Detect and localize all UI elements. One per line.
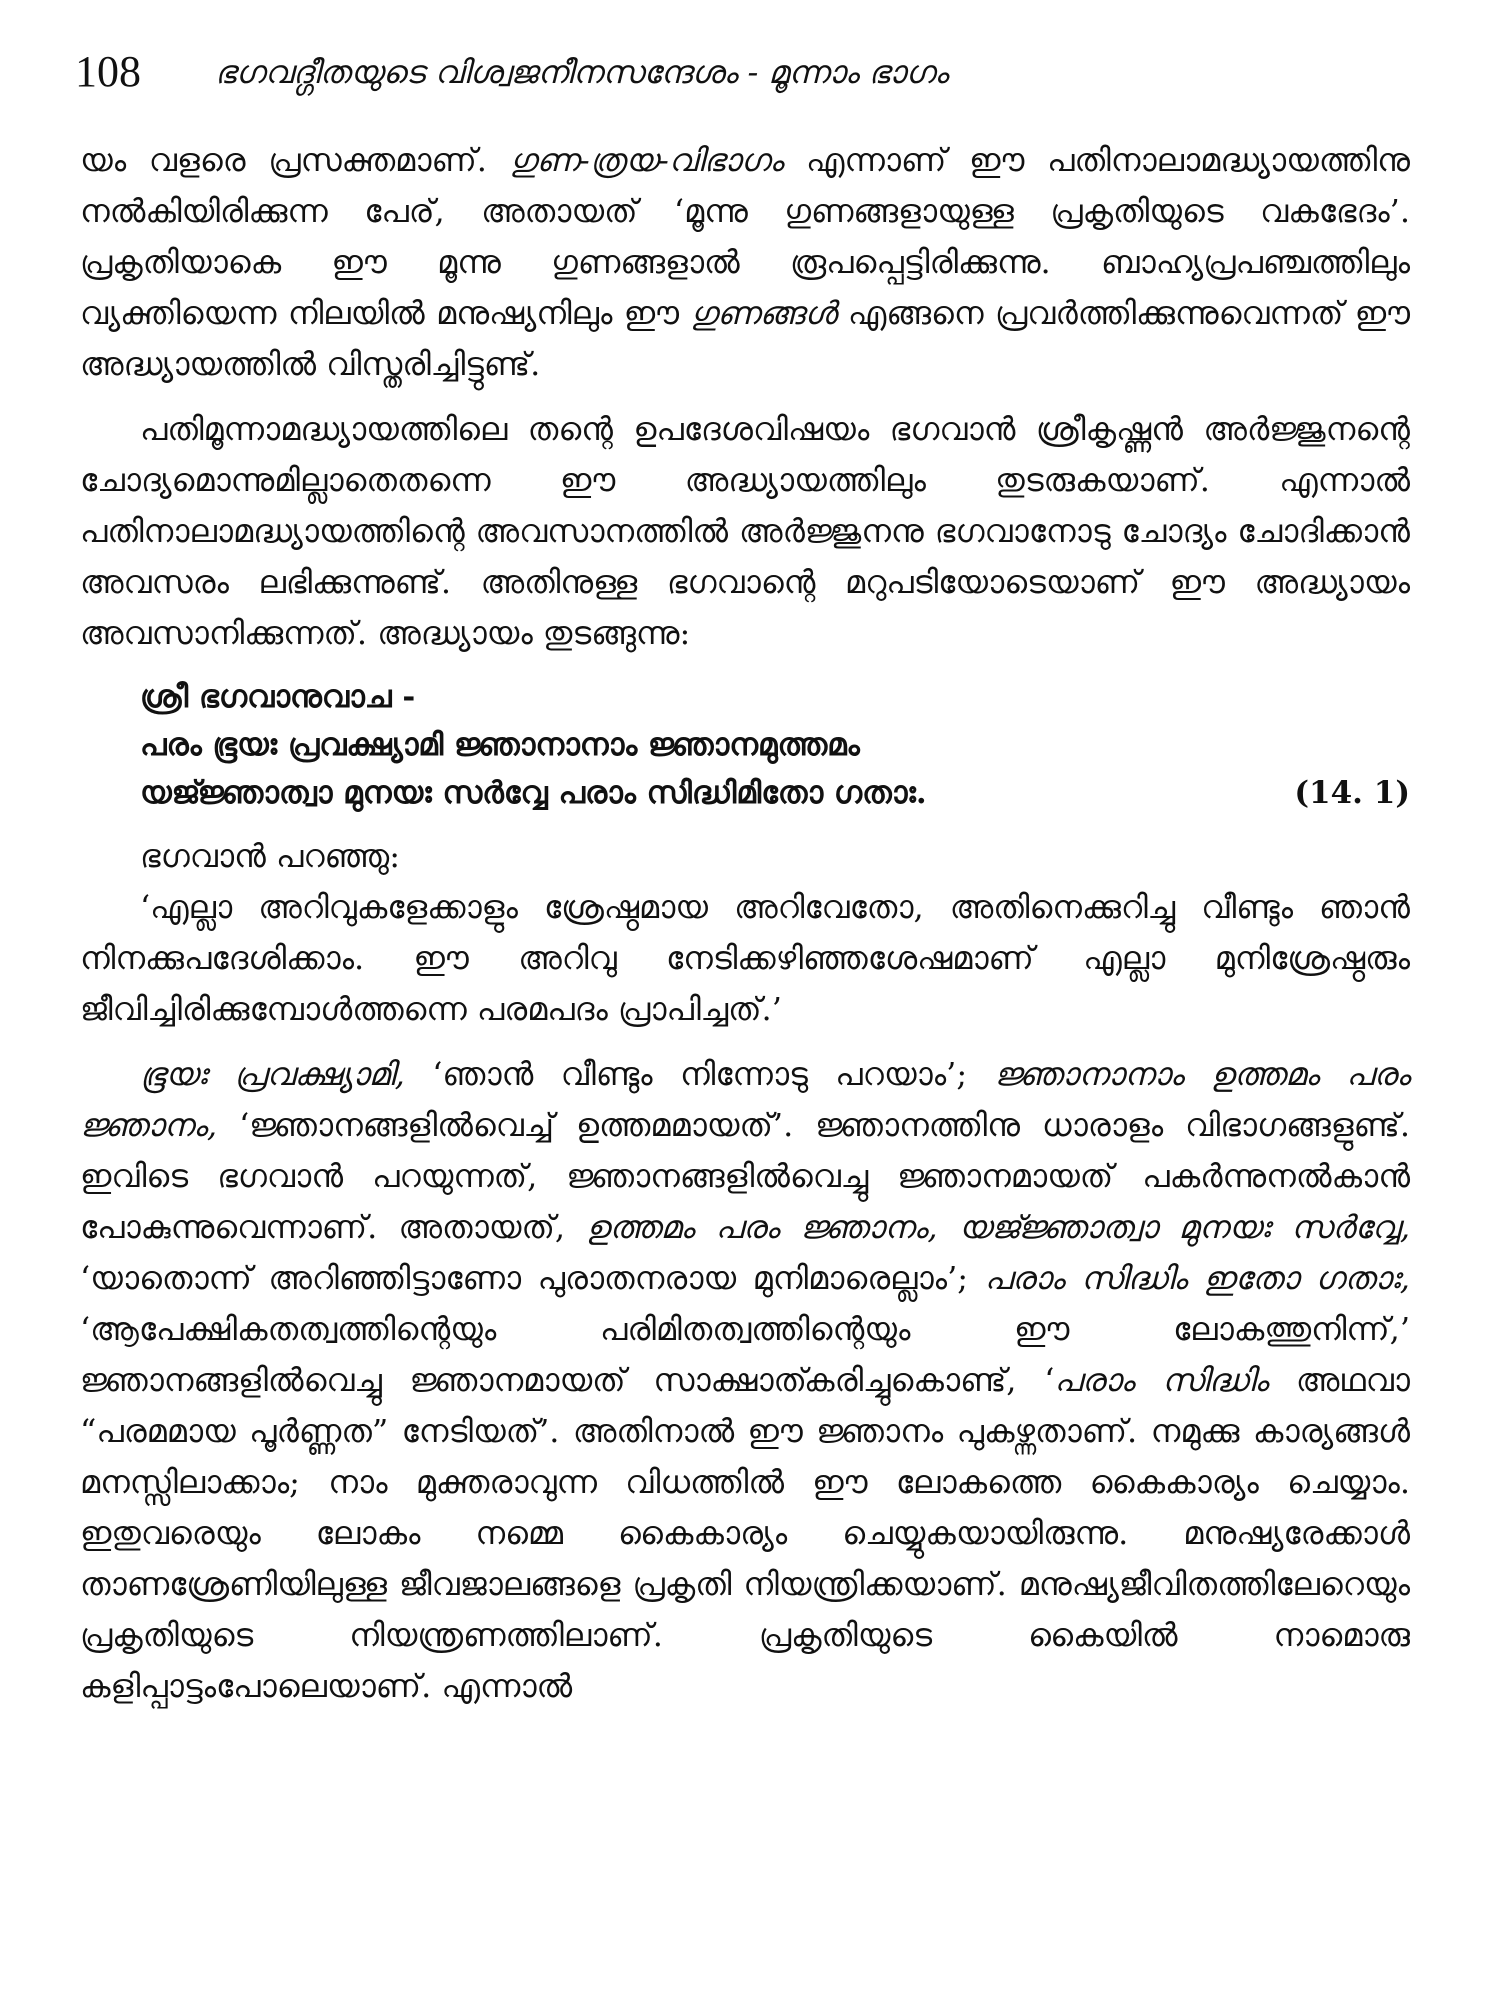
page-number: 108 [75,47,141,96]
italic-term: ഭൂയഃ പ്രവക്ഷ്യാമി, [140,1055,405,1093]
italic-term: ഉത്തമം പരം ജ്ഞാനം, യജ്ജ്ഞാത്വാ മുനയഃ സർവ്വേ, [586,1208,1410,1246]
paragraph-5 [80,1049,1410,1712]
text-run: അഥവാ “പരമമായ പൂർണ്ണത” നേടിയത്’. അതിനാൽ ഈ ജ്ഞാനം പുകഴ്ന്നതാണ്. നമുക്കു കാര്യങ്ങൾ മനസ്സിലാക്കാം; നാം മുക്തരാവുന്ന വിധത്തിൽ ഈ ലോകത്തെ കൈകാര്യം ചെയ്യാം. ഇതുവരെയും ലോകം നമ്മെ കൈകാര്യം ചെയ്യുകയായിരുന്നു. മനുഷ്യരേക്കാൾ താണശ്രേണിയിലുള്ള ജീവജാലങ്ങളെ പ്രകൃതി നിയന്ത്രിക്കയാണ്. മനുഷ്യജീവിതത്തിലേറെയും പ്രകൃതിയുടെ നിയന്ത്രണത്തിലാണ്. പ്രകൃതിയുടെ കൈയിൽ നാമൊരു കളിപ്പാട്ടംപോലെയാണ്. എന്നാൽ [80,1361,1410,1705]
verse-line-2: പരം ഭൂയഃ പ്രവക്ഷ്യാമി ജ്ഞാനാനാം ജ്ഞാനമുത്തമം [140,727,860,763]
running-header [75,42,1425,102]
italic-term: ജ്ഞാനാനാം ഉത്തമം പരം ജ്ഞാനം, [80,1055,1410,1144]
paragraph-4: ‘എല്ലാ അറിവുകളേക്കാളും ശ്രേഷ്ഠമായ അറിവേതോ, അതിനെക്കുറിച്ചു വീണ്ടും ഞാൻ നിനക്കുപദേശിക്കാം. ഈ അറിവു നേടിക്കഴിഞ്ഞശേഷമാണ് എല്ലാ മുനിശ്രേഷ്ഠരും ജീവിച്ചിരിക്കുമ്പോൾത്തന്നെ പരമപദം പ്രാപിച്ചത്.’ [80,888,1410,1028]
paragraph-2: പതിമൂന്നാമദ്ധ്യായത്തിലെ തന്റെ ഉപദേശവിഷയം ഭഗവാൻ ശ്രീകൃഷ്ണൻ അർജ്ജുനന്റെ ചോദ്യമൊന്നുമില്ലാതെതന്നെ ഈ അദ്ധ്യായത്തിലും തുടരുകയാണ്. എന്നാൽ പതിനാലാമദ്ധ്യായത്തിന്റെ അവസാനത്തിൽ അർജ്ജുനനു ഭഗവാനോടു ചോദ്യം ചോദിക്കാൻ അവസരം ലഭിക്കുന്നുണ്ട്. അതിനുള്ള ഭഗവാന്റെ മറുപടിയോടെയാണ് ഈ അദ്ധ്യായം അവസാനിക്കുന്നത്. അദ്ധ്യായം തുടങ്ങുന്നു: [80,410,1410,652]
text-run: യം വളരെ പ്രസക്തമാണ്. [80,141,510,179]
italic-term: പരാം സിദ്ധിം ഇതോ ഗതാഃ, [984,1259,1410,1297]
verse-line-3-row [140,769,1410,817]
paragraph-1 [80,135,1410,390]
sanskrit-verse [80,673,1410,817]
verse-line-1: ശ്രീ ഭഗവാനുവാച - [140,679,416,715]
text-run: എങ്ങനെ പ്രവർത്തിക്കുന്നുവെന്നത് ഈ അദ്ധ്യായത്തിൽ വിസ്തരിച്ചിട്ടുണ്ട്. [80,294,1410,383]
text-run: ‘ഞാൻ വീണ്ടും നിന്നോടു പറയാം’; [404,1055,995,1093]
running-title: ഭഗവദ്ഗീതയുടെ വിശ്വജനീനസന്ദേശം - മൂന്നാം ഭാഗം [215,53,948,91]
italic-term: ഗുണങ്ങൾ [690,294,837,332]
paragraph-3: ഭഗവാൻ പറഞ്ഞു: [140,837,400,875]
italic-term: പരാം സിദ്ധിം [1054,1361,1269,1399]
text-run: ‘ജ്ഞാനങ്ങളിൽവെച്ച് ഉത്തമമായത്’. ജ്ഞാനത്തിനു ധാരാളം വിഭാഗങ്ങളുണ്ട്. ഇവിടെ ഭഗവാൻ പറയുന്നത്, ജ്ഞാനങ്ങളിൽവെച്ചു ജ്ഞാനമായത് പകർന്നുനൽകാൻ പോകുന്നുവെന്നാണ്. അതായത്, [80,1106,1410,1246]
verse-line-3: യജ്ജ്ഞാത്വാ മുനയഃ സർവ്വേ പരാം സിദ്ധിമിതോ ഗതാഃ. [140,775,927,811]
text-run: ‘യാതൊന്ന് അറിഞ്ഞിട്ടാണോ പുരാതനരായ മുനിമാരെല്ലാം’; [80,1259,985,1297]
text-run: എന്നാണ് ഈ പതിനാലാമദ്ധ്യായത്തിനു നൽകിയിരിക്കുന്ന പേര്, അതായത് ‘മൂന്നു ഗുണങ്ങളായുള്ള പ്രകൃതിയുടെ വകഭേദം’. പ്രകൃതിയാകെ ഈ മൂന്നു ഗുണങ്ങളാൽ രൂപപ്പെട്ടിരിക്കുന്നു. ബാഹ്യപ്രപഞ്ചത്തിലും വ്യക്തിയെന്ന നിലയിൽ മനുഷ്യനിലും ഈ [80,141,1410,332]
text-run: ‘ആപേക്ഷികതത്വത്തിന്റെയും പരിമിതത്വത്തിന്റെയും ഈ ലോകത്തുനിന്ന്,’ ജ്ഞാനങ്ങളിൽവെച്ചു ജ്ഞാനമായത് സാക്ഷാത്കരിച്ചുകൊണ്ട്, ‘ [80,1310,1410,1399]
verse-number: (14. 1) [1294,775,1410,811]
italic-term: ഗുണ-ത്രയ-വിഭാഗം [509,141,784,179]
page-body [80,135,1410,1726]
